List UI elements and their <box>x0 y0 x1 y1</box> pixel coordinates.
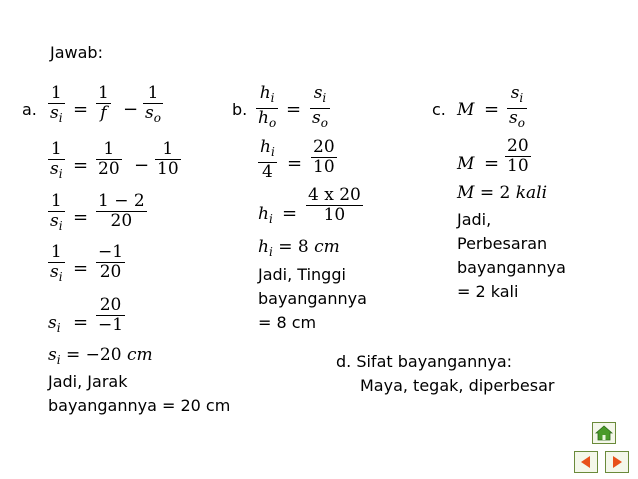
a3-equals: = <box>73 207 89 228</box>
a5-equals: = <box>73 312 89 333</box>
a1-equals: = <box>73 99 89 120</box>
part-d-title: d. Sifat bayangannya: <box>336 352 513 371</box>
b1-lhs-fraction: $h_i$ $h_o$ <box>258 83 277 130</box>
prev-button[interactable] <box>574 451 598 473</box>
part-c-label: c. <box>432 100 446 119</box>
b2-equals: = <box>287 153 303 174</box>
b2-rhs-fraction: 20 10 <box>313 137 335 177</box>
answer-heading: Jawab: <box>50 43 103 62</box>
c-conclusion-line4: = 2 kali <box>457 282 519 301</box>
a2-minus: − <box>134 155 150 176</box>
c3-equation: M = 2 kali <box>457 183 548 203</box>
b3-lhs: $h_i$ <box>258 204 273 226</box>
b3-equals: = <box>282 203 298 224</box>
b-conclusion-line3: = 8 cm <box>258 313 317 332</box>
a3-result-fraction: 1 − 2 20 <box>98 191 145 231</box>
a2-term2-fraction: 1 10 <box>157 139 179 179</box>
b3-rhs-fraction: 4 x 20 10 <box>308 185 361 225</box>
a1-lhs-fraction: 1 $s_i$ <box>50 83 63 125</box>
a6-equation: $s_i = -20$ cm <box>48 345 153 367</box>
part-a-label: a. <box>22 100 37 119</box>
home-button[interactable] <box>592 422 616 444</box>
a4-equals: = <box>73 258 89 279</box>
c-conclusion-line2: Perbesaran <box>457 234 548 253</box>
c2-rhs-fraction: 20 10 <box>507 136 529 176</box>
home-icon <box>595 425 613 441</box>
a1-term2-fraction: 1 $s_o$ <box>145 83 161 125</box>
a4-lhs-fraction: 1 $s_i$ <box>50 242 63 284</box>
a-conclusion-line1: Jadi, Jarak <box>48 372 128 391</box>
c2-equals: = <box>484 153 500 174</box>
a2-term1-fraction: 1 20 <box>98 139 120 179</box>
a5-lhs: $s_i$ <box>48 313 61 335</box>
c-conclusion-line1: Jadi, <box>457 210 492 229</box>
b-conclusion-line1: Jadi, Tinggi <box>258 265 346 284</box>
a4-result-fraction: −1 20 <box>98 242 124 282</box>
c1-rhs-fraction: $s_i$ $s_o$ <box>509 83 525 130</box>
b1-rhs-fraction: $s_i$ $s_o$ <box>312 83 328 130</box>
part-d-properties: Maya, tegak, diperbesar <box>360 376 555 395</box>
a5-result-fraction: 20 −1 <box>98 295 124 335</box>
b4-equation: $h_i = 8$ cm <box>258 237 340 259</box>
b2-lhs-fraction: $h_i$ 4 <box>260 137 275 182</box>
c-conclusion-line3: bayangannya <box>457 258 566 277</box>
a3-lhs-fraction: 1 $s_i$ <box>50 191 63 233</box>
a1-term1-fraction: 1 f <box>98 83 109 123</box>
c1-lhs: M <box>457 100 475 120</box>
next-button[interactable] <box>605 451 629 473</box>
arrow-right-icon <box>610 455 624 469</box>
a2-lhs-fraction: 1 $s_i$ <box>50 139 63 181</box>
a1-minus: − <box>123 99 139 120</box>
b1-equals: = <box>286 99 302 120</box>
part-b-label: b. <box>232 100 248 119</box>
c2-lhs: M <box>457 154 475 174</box>
b-conclusion-line2: bayangannya <box>258 289 367 308</box>
a2-equals: = <box>73 155 89 176</box>
arrow-left-icon <box>579 455 593 469</box>
a-conclusion-line2: bayangannya = 20 cm <box>48 396 231 415</box>
c1-equals: = <box>484 99 500 120</box>
